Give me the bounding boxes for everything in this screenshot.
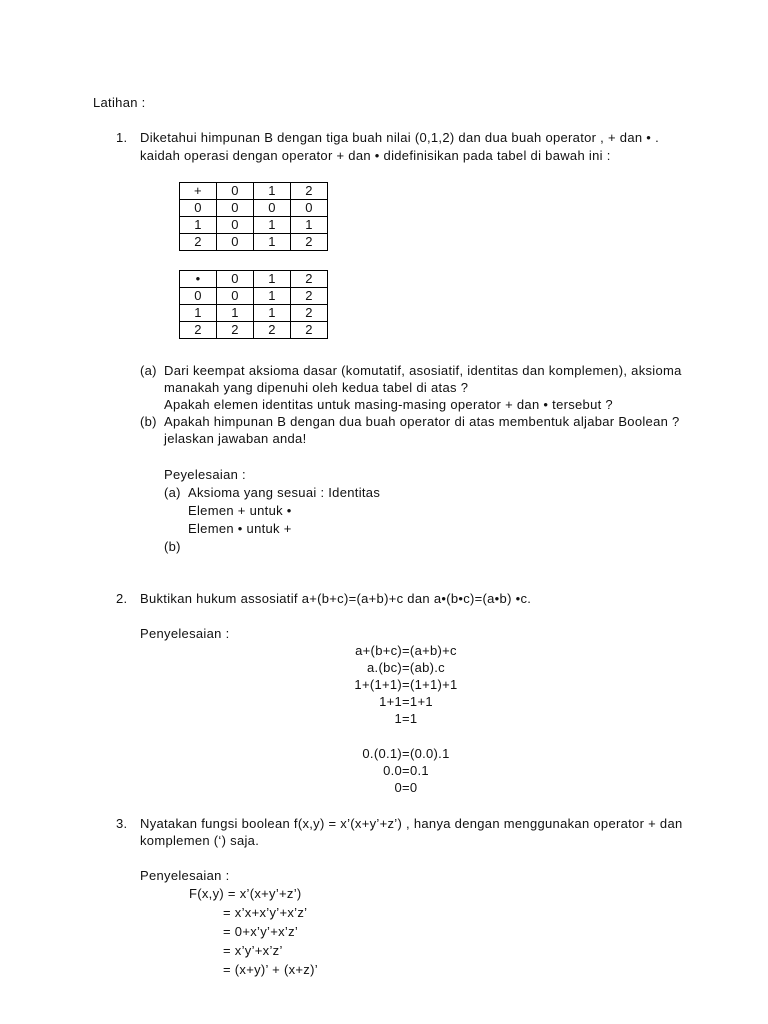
table-cell: + (180, 183, 217, 200)
q2-solution-line: 0.0=0.1 (383, 763, 429, 778)
table-cell: 2 (291, 183, 328, 200)
q3-number: 3. (116, 816, 128, 831)
q3-solution-title: Penyelesaian : (140, 868, 230, 883)
table-cell: 2 (291, 271, 328, 288)
q2-solution-title: Penyelesaian : (140, 626, 230, 641)
table-row (180, 322, 328, 339)
q2-solution-line: 1=1 (394, 711, 418, 726)
q1a-line2: manakah yang dipenuhi oleh kedua tabel di atas ? (164, 380, 469, 395)
table-row (180, 234, 328, 251)
table-cell: 1 (254, 217, 291, 234)
table-cell: 0 (217, 271, 254, 288)
table-cell: 1 (180, 305, 217, 322)
table-cell: 1 (217, 305, 254, 322)
q2-number: 2. (116, 591, 128, 606)
q1-solution-title: Peyelesaian : (164, 467, 246, 482)
table-cell: 2 (180, 322, 217, 339)
table-cell: • (180, 271, 217, 288)
table-cell: 2 (217, 322, 254, 339)
q1-text-line2: kaidah operasi dengan operator + dan • didefinisikan pada tabel di bawah ini : (140, 148, 611, 163)
table-cell: 2 (180, 234, 217, 251)
q2-solution-line: a+(b+c)=(a+b)+c (355, 643, 457, 658)
q1b-line1: Apakah himpunan B dengan dua buah operator di atas membentuk aljabar Boolean ? (164, 414, 680, 429)
q2-solution-line: 1+1=1+1 (379, 694, 433, 709)
table-cell: 0 (291, 200, 328, 217)
q1-solution-a-line2: Elemen + untuk • (188, 503, 292, 518)
table-cell: 1 (291, 217, 328, 234)
table-cell: 0 (217, 288, 254, 305)
table-cell: 0 (217, 183, 254, 200)
q3-solution-line: = (x+y)’ + (x+z)’ (223, 962, 318, 977)
q3-solution-line: = x’y’+x’z’ (223, 943, 283, 958)
q1b-label: (b) (140, 414, 157, 429)
table-cell: 2 (291, 322, 328, 339)
dot-operator-table (179, 270, 328, 339)
q3-solution-line: = x’x+x’y’+x’z’ (223, 905, 308, 920)
table-cell: 0 (217, 234, 254, 251)
q1-solution-a-label: (a) (164, 485, 181, 500)
table-cell: 0 (180, 288, 217, 305)
table-cell: 1 (254, 305, 291, 322)
q3-text-line2: komplemen (‘) saja. (140, 833, 260, 848)
q3-text-line1: Nyatakan fungsi boolean f(x,y) = x’(x+y’+z’) , hanya dengan menggunakan operator + dan (140, 816, 683, 831)
q2-solution-line: 0.(0.1)=(0.0).1 (362, 746, 450, 761)
table-row (180, 271, 328, 288)
table-cell: 0 (217, 200, 254, 217)
q1b-line2: jelaskan jawaban anda! (164, 431, 307, 446)
q1a-label: (a) (140, 363, 157, 378)
table-row (180, 217, 328, 234)
q1-solution-a-line1: Aksioma yang sesuai : Identitas (188, 485, 381, 500)
q1a-line3: Apakah elemen identitas untuk masing-masing operator + dan • tersebut ? (164, 397, 613, 412)
table-cell: 1 (254, 271, 291, 288)
q2-solution-line: 0=0 (394, 780, 418, 795)
table-cell: 1 (254, 234, 291, 251)
table-cell: 0 (217, 217, 254, 234)
plus-operator-table (179, 182, 328, 251)
table-cell: 0 (254, 200, 291, 217)
q1a-line1: Dari keempat aksioma dasar (komutatif, asosiatif, identitas dan komplemen), aksioma (164, 363, 682, 378)
page-heading: Latihan : (93, 95, 146, 110)
q3-solution-line: F(x,y) = x’(x+y’+z’) (189, 886, 302, 901)
table-cell: 2 (291, 234, 328, 251)
q2-solution-line: 1+(1+1)=(1+1)+1 (354, 677, 458, 692)
table-row (180, 183, 328, 200)
table-cell: 1 (254, 288, 291, 305)
table-row (180, 288, 328, 305)
table-row (180, 200, 328, 217)
table-cell: 2 (254, 322, 291, 339)
q3-solution-line: = 0+x’y’+x’z’ (223, 924, 299, 939)
table-cell: 2 (291, 288, 328, 305)
q1-solution-a-line3: Elemen • untuk + (188, 521, 292, 536)
table-cell: 1 (254, 183, 291, 200)
table-row (180, 305, 328, 322)
table-cell: 0 (180, 200, 217, 217)
q2-solution-line: a.(bc)=(ab).c (367, 660, 445, 675)
q1-solution-b-label: (b) (164, 539, 181, 554)
table-cell: 2 (291, 305, 328, 322)
q2-text: Buktikan hukum assosiatif a+(b+c)=(a+b)+c dan a•(b•c)=(a•b) •c. (140, 591, 532, 606)
q1-text-line1: Diketahui himpunan B dengan tiga buah nilai (0,1,2) dan dua buah operator , + dan • . (140, 130, 659, 145)
q1-number: 1. (116, 130, 128, 145)
table-cell: 1 (180, 217, 217, 234)
